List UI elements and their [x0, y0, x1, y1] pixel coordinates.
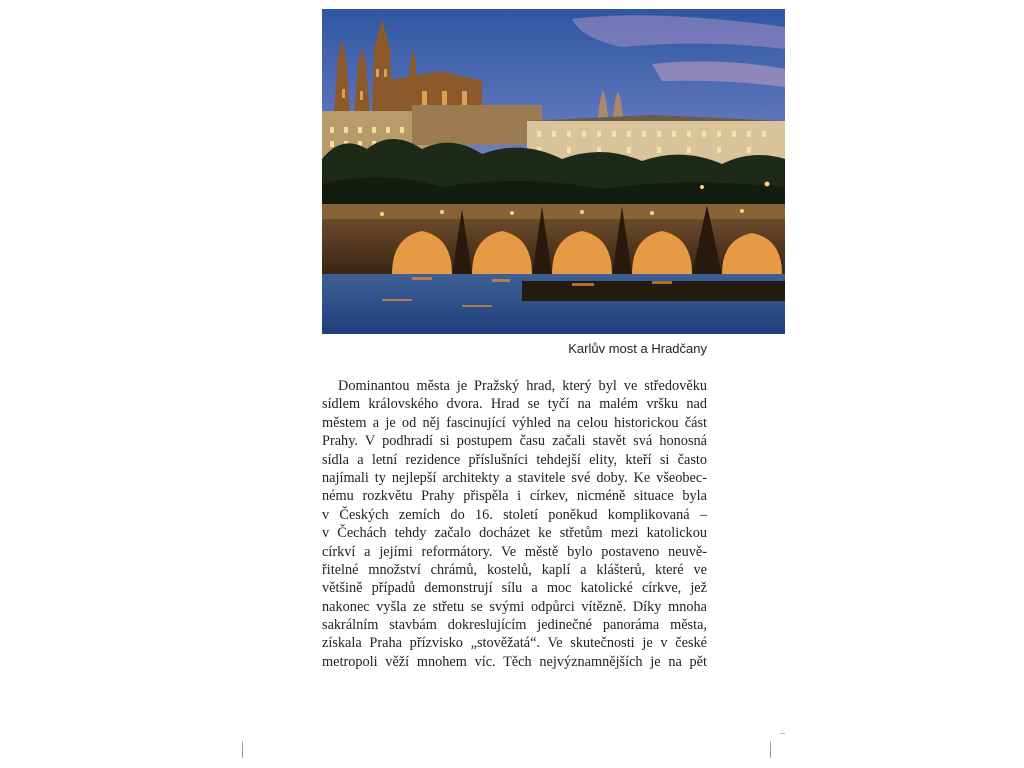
paragraph-line: většině případů demonstrují sílu a moc katolické církve, jež [322, 580, 707, 597]
paragraph-line: nakonec vyšla ze střetu se svými odpůrci vítězně. Díky mnoha [322, 598, 707, 615]
paragraph-line: městem a je od něj fascinující výhled na celou historickou část [322, 414, 707, 431]
paragraph-line: Dominantou města je Pražský hrad, který byl ve středověku [338, 378, 707, 394]
crop-mark-left [242, 742, 243, 758]
paragraph-line: získala Praha přízvisko „stověžatá“. Ve skutečnosti je v české [322, 635, 707, 652]
paragraph-line: církví a jejími reformátory. Ve městě bylo postaveno neuvě- [322, 543, 707, 560]
body-paragraph [322, 377, 707, 671]
paragraph-line: Prahy. V podhradí si postupem času začali stavět svá honosná [322, 433, 707, 450]
paragraph-line: nému rozkvětu Prahy přispěla i církev, nicméně situace byla [322, 488, 707, 505]
paragraph-line: najímali ty nejlepší architekty a stavitele své doby. Ke všeobec- [322, 469, 707, 486]
paragraph-line: sídlem královského dvora. Hrad se tyčí na malém vršku nad [322, 396, 707, 413]
photo-caption: Karlův most a Hradčany [568, 341, 707, 356]
paragraph-line: v Českých zemích do 16. století poněkud komplikovaná – [322, 506, 707, 523]
prague-castle-photo [322, 9, 785, 334]
paragraph-line: v Čechách tehdy začalo docházet ke střetům mezi katolickou [322, 525, 707, 542]
crop-mark-right [770, 742, 771, 758]
paragraph-line: sakrálním stavbám dokreslujícím jedinečné panoráma města, [322, 617, 707, 634]
paragraph-line: sídla a letní rezidence příslušníci tehdejší elity, kteří si často [322, 451, 707, 468]
paragraph-line: řitelné množství chrámů, kostelů, kaplí a klášterů, které ve [322, 561, 707, 578]
crop-mark-tick [780, 733, 785, 734]
paragraph-line: metropoli věží mnohem víc. Těch nejvýznamnějších je na pět [322, 653, 707, 670]
